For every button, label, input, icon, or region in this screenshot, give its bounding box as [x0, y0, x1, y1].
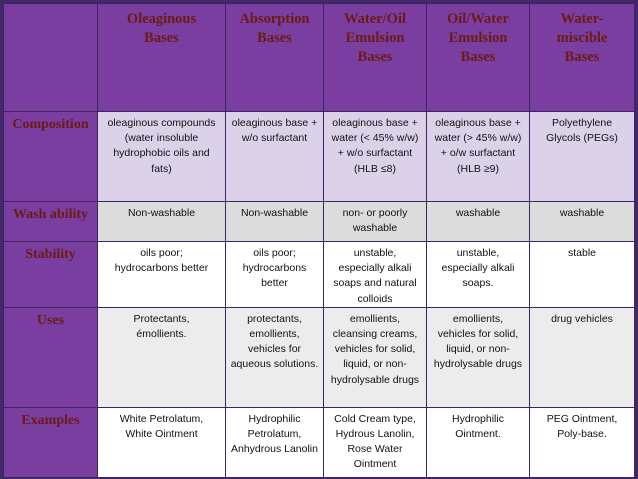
- cell-uses-oil-water: emollients, vehicles for solid, liquid, or non- hydrolysable drugs: [427, 307, 530, 407]
- row-label-examples: Examples: [4, 407, 98, 477]
- row-stability: [4, 242, 635, 308]
- cell-examples-water-oil: Cold Cream type, Hydrous Lanolin, Rose Water Ointment: [324, 407, 427, 477]
- header-absorption: Absorption Bases: [226, 4, 324, 112]
- cell-stability-oleaginous: oils poor; hydrocarbons better: [98, 242, 226, 308]
- header-water-oil: Water/Oil Emulsion Bases: [324, 4, 427, 112]
- row-uses: [4, 307, 635, 407]
- cell-stability-absorption: oils poor; hydrocarbons better: [226, 242, 324, 308]
- cell-examples-water-miscible: PEG Ointment, Poly-base.: [530, 407, 635, 477]
- ointment-bases-table: [3, 3, 635, 478]
- row-label-washability: Wash ability: [4, 202, 98, 242]
- header-oil-water: Oil/Water Emulsion Bases: [427, 4, 530, 112]
- cell-examples-oleaginous: White Petrolatum, White Ointment: [98, 407, 226, 477]
- cell-washability-water-oil: non- or poorly washable: [324, 202, 427, 242]
- row-label-stability: Stability: [4, 242, 98, 308]
- header-row: [4, 4, 635, 112]
- cell-composition-absorption: oleaginous base + w/o surfactant: [226, 112, 324, 202]
- cell-washability-absorption: Non-washable: [226, 202, 324, 242]
- cell-uses-oleaginous: Protectants, émollients.: [98, 307, 226, 407]
- row-composition: [4, 112, 635, 202]
- cell-composition-oleaginous: oleaginous compounds (water insoluble hydrophobic oils and fats): [98, 112, 226, 202]
- cell-uses-water-miscible: drug vehicles: [530, 307, 635, 407]
- header-corner: [4, 4, 98, 112]
- row-label-composition: Composition: [4, 112, 98, 202]
- row-washability: [4, 202, 635, 242]
- header-water-miscible: Water- miscible Bases: [530, 4, 635, 112]
- cell-examples-oil-water: Hydrophilic Ointment.: [427, 407, 530, 477]
- cell-washability-oleaginous: Non-washable: [98, 202, 226, 242]
- cell-uses-absorption: protectants, emollients, vehicles for aqueous solutions.: [226, 307, 324, 407]
- row-label-uses: Uses: [4, 307, 98, 407]
- cell-examples-absorption: Hydrophilic Petrolatum, Anhydrous Lanolin: [226, 407, 324, 477]
- cell-stability-water-miscible: stable: [530, 242, 635, 308]
- cell-stability-oil-water: unstable, especially alkali soaps.: [427, 242, 530, 308]
- cell-uses-water-oil: emollients, cleansing creams, vehicles for solid, liquid, or non- hydrolysable drugs: [324, 307, 427, 407]
- cell-stability-water-oil: unstable, especially alkali soaps and natural colloids: [324, 242, 427, 308]
- cell-composition-water-oil: oleaginous base + water (< 45% w/w) + w/o surfactant (HLB ≤8): [324, 112, 427, 202]
- cell-composition-oil-water: oleaginous base + water (> 45% w/w) + o/w surfactant (HLB ≥9): [427, 112, 530, 202]
- header-oleaginous: Oleaginous Bases: [98, 4, 226, 112]
- row-examples: [4, 407, 635, 477]
- cell-washability-oil-water: washable: [427, 202, 530, 242]
- cell-composition-water-miscible: Polyethylene Glycols (PEGs): [530, 112, 635, 202]
- cell-washability-water-miscible: washable: [530, 202, 635, 242]
